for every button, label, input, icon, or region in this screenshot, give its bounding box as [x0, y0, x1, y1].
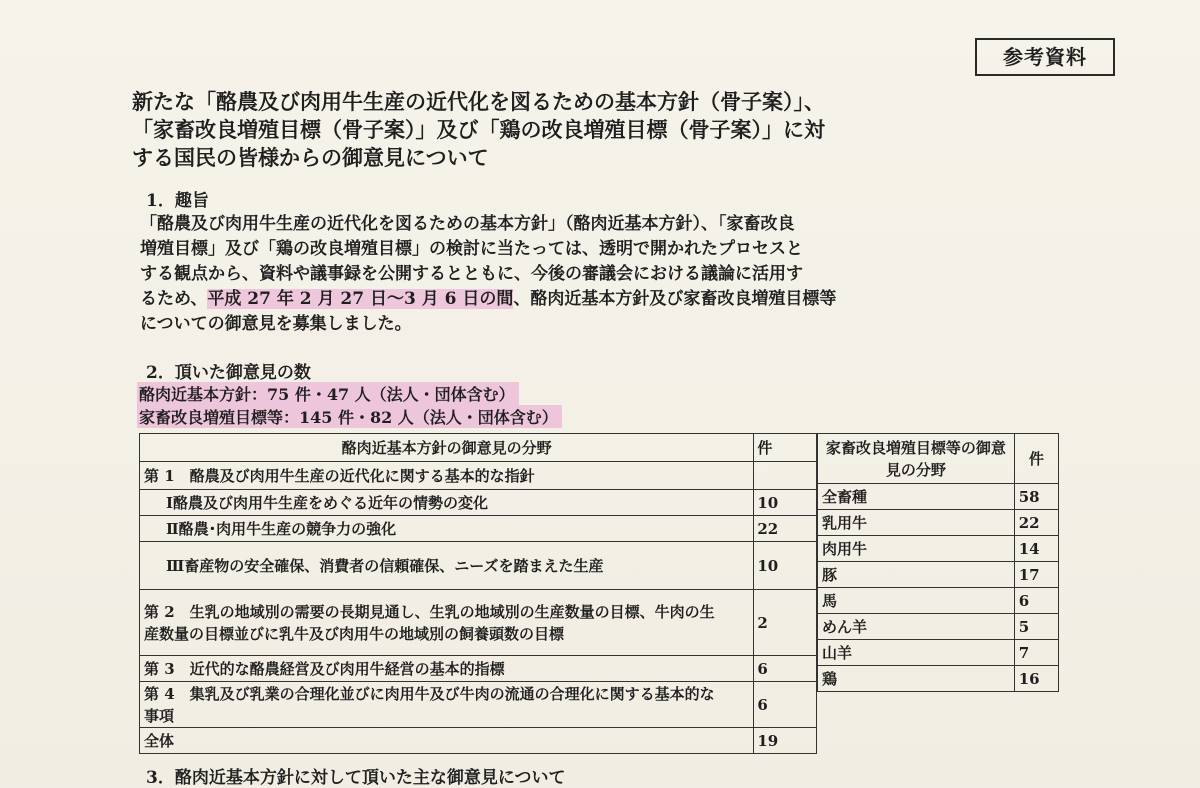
reference-material-label: 参考資料 [975, 38, 1115, 76]
row-label: 第 4 集乳及び乳業の合理化並びに肉用牛及び牛肉の流通の合理化に関する基本的な事項 [140, 682, 754, 728]
row-count: 7 [1014, 640, 1058, 666]
table-row [818, 536, 1059, 562]
row-label: 山羊 [818, 640, 1015, 666]
row-label: 豚 [818, 562, 1015, 588]
row-label: 第 2 生乳の地域別の需要の長期見通し、生乳の地域別の生産数量の目標、牛肉の生産数量の目標並びに乳牛及び肉用牛の地域別の飼養頭数の目標 [140, 590, 754, 656]
row-count [754, 462, 817, 490]
row-count: 10 [754, 490, 817, 516]
table2-header-field: 家畜改良増殖目標等の御意見の分野 [818, 434, 1015, 484]
paragraph-text: るため、 [140, 289, 208, 309]
paragraph-line: についての御意見を募集しました。 [140, 314, 412, 334]
row-label: 鶏 [818, 666, 1015, 692]
title-line: 「家畜改良増殖目標（骨子案）」及び「鶏の改良増殖目標（骨子案）」に対 [132, 117, 825, 142]
count-kachiku: 家畜改良増殖目標等：145 件・82 人（法人・団体含む） [137, 405, 562, 428]
paragraph-text: 、酪肉近基本方針及び家畜改良増殖目標等 [513, 289, 837, 309]
row-count: 17 [1014, 562, 1058, 588]
row-count: 14 [1014, 536, 1058, 562]
document-title [132, 88, 1092, 172]
table-row [818, 484, 1059, 510]
table-row [140, 542, 817, 590]
row-count: 22 [754, 516, 817, 542]
table-row [818, 666, 1059, 692]
row-label: 肉用牛 [818, 536, 1015, 562]
row-label: めん羊 [818, 614, 1015, 640]
table-row [140, 462, 817, 490]
table-row [140, 490, 817, 516]
row-label: Ⅰ酪農及び肉用牛生産をめぐる近年の情勢の変化 [140, 490, 754, 516]
row-label: 乳用牛 [818, 510, 1015, 536]
section2-heading: 2．頂いた御意見の数 [146, 363, 311, 383]
section3-heading: 3．酪肉近基本方針に対して頂いた主な御意見について [146, 768, 566, 788]
table-row [140, 682, 817, 728]
highlighted-period: 平成 27 年 2 月 27 日～3 月 6 日の間 [207, 289, 514, 309]
row-label: 全畜種 [818, 484, 1015, 510]
table1-header-field: 酪肉近基本方針の御意見の分野 [140, 434, 754, 462]
row-count: 6 [754, 682, 817, 728]
section1-paragraph [140, 212, 1090, 337]
count-rakuniku: 酪肉近基本方針：75 件・47 人（法人・団体含む） [137, 382, 519, 405]
row-label: 第 3 近代的な酪農経営及び肉用牛経営の基本的指標 [140, 656, 754, 682]
title-line: する国民の皆様からの御意見について [132, 145, 489, 170]
row-label: Ⅲ畜産物の安全確保、消費者の信頼確保、ニーズを踏まえた生産 [140, 542, 754, 590]
table1-header-count: 件 [754, 434, 817, 462]
row-count: 16 [1014, 666, 1058, 692]
row-count: 2 [754, 590, 817, 656]
paragraph-line [140, 287, 1090, 312]
table-row [818, 562, 1059, 588]
paragraph-line: 「酪農及び肉用牛生産の近代化を図るための基本方針」（酪肉近基本方針）、「家畜改良 [140, 214, 795, 234]
row-label: 馬 [818, 588, 1015, 614]
row-count: 22 [1014, 510, 1058, 536]
row-count: 10 [754, 542, 817, 590]
row-count: 5 [1014, 614, 1058, 640]
table-row [140, 590, 817, 656]
row-count: 19 [754, 728, 817, 754]
row-label: Ⅱ酪農･肉用牛生産の競争力の強化 [140, 516, 754, 542]
row-label: 第 1 酪農及び肉用牛生産の近代化に関する基本的な指針 [140, 462, 754, 490]
row-label: 全体 [140, 728, 754, 754]
table2-header-count: 件 [1014, 434, 1058, 484]
table-row [140, 656, 817, 682]
table-row [818, 588, 1059, 614]
paragraph-line: 増殖目標」及び「鶏の改良増殖目標」の検討に当たっては、透明で開かれたプロセスと [140, 239, 803, 259]
table-row [140, 516, 817, 542]
rakuniku-opinion-table [139, 433, 817, 754]
table-row [818, 640, 1059, 666]
kachiku-opinion-table [817, 433, 1059, 692]
table-row [818, 510, 1059, 536]
title-line: 新たな「酪農及び肉用牛生産の近代化を図るための基本方針（骨子案）」、 [132, 89, 825, 114]
row-count: 6 [1014, 588, 1058, 614]
table-row [818, 614, 1059, 640]
section1-heading: 1．趣旨 [146, 191, 209, 211]
table-row [140, 728, 817, 754]
paragraph-line: する観点から、資料や議事録を公開するとともに、今後の審議会における議論に活用す [140, 264, 803, 284]
row-count: 6 [754, 656, 817, 682]
row-count: 58 [1014, 484, 1058, 510]
